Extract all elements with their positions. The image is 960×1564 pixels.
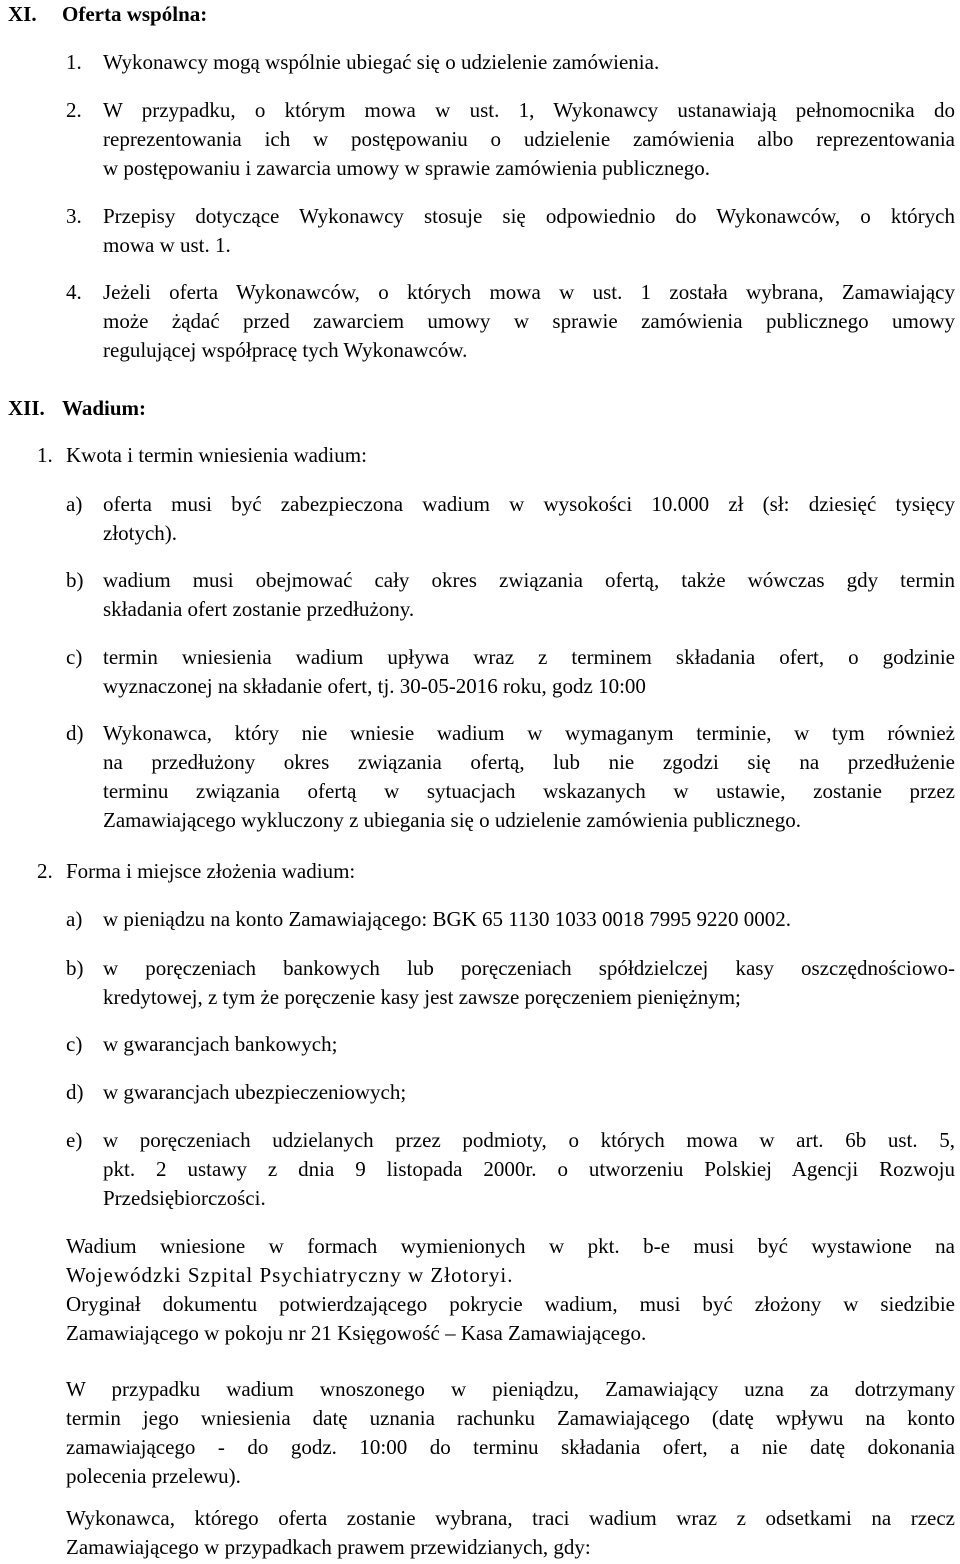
item-number: 4. <box>66 280 82 304</box>
item-letter: b) <box>66 956 84 980</box>
item-text-line: składania ofert zostanie przedłużony. <box>103 597 415 621</box>
item-text-line: Wykonawca, który nie wniesie wadium w wymaganym terminie, w tym również <box>103 721 955 745</box>
item-letter: a) <box>66 907 83 931</box>
item-text-line: w poręczeniach bankowych lub poręczeniach spółdzielczej kasy oszczędnościowo- <box>103 956 955 980</box>
item-text-line: w postępowaniu i zawarcia umowy w sprawie zamówienia publicznego. <box>103 156 711 180</box>
section-xi-title: Oferta wspólna: <box>62 2 208 26</box>
item-text-line: złotych). <box>103 521 178 545</box>
item-letter: c) <box>66 645 83 669</box>
subsection-heading: Forma i miejsce złożenia wadium: <box>66 859 356 883</box>
paragraph-line: Wykonawca, którego oferta zostanie wybrana, traci wadium wraz z odsetkami na rzecz <box>66 1506 955 1530</box>
subsection-number: 1. <box>37 443 53 467</box>
item-text-line: reprezentowania ich w postępowaniu o udzielenie zamówienia albo reprezentowania <box>103 127 955 151</box>
item-text-line: Wykonawcy mogą wspólnie ubiegać się o udzielenie zamówienia. <box>103 50 660 74</box>
item-text-line: W przypadku, o którym mowa w ust. 1, Wykonawcy ustanawiają pełnomocnika do <box>103 98 955 122</box>
subsection-number: 2. <box>37 859 53 883</box>
item-letter: b) <box>66 568 84 592</box>
item-number: 1. <box>66 50 82 74</box>
paragraph-line: polecenia przelewu). <box>66 1464 241 1488</box>
item-text-line: regulującej współpracę tych Wykonawców. <box>103 338 468 362</box>
item-text-line: wyznaczonej na składanie ofert, tj. 30-05-2016 roku, godz 10:00 <box>103 674 646 698</box>
paragraph-line: Wadium wniesione w formach wymienionych w pkt. b-e musi być wystawione na <box>66 1234 955 1258</box>
item-text-line: wadium musi obejmować cały okres związania ofertą, także wówczas gdy termin <box>103 568 955 592</box>
item-letter: d) <box>66 721 84 745</box>
paragraph-line: Zamawiającego w pokoju nr 21 Księgowość – Kasa Zamawiającego. <box>66 1321 647 1345</box>
item-text-line: pkt. 2 ustawy z dnia 9 listopada 2000r. o utworzeniu Polskiej Agencji Rozwoju <box>103 1157 955 1181</box>
item-text-line: Przepisy dotyczące Wykonawcy stosuje się odpowiednio do Wykonawców, o których <box>103 204 955 228</box>
item-text-line: w gwarancjach ubezpieczeniowych; <box>103 1080 407 1104</box>
item-text-line: oferta musi być zabezpieczona wadium w wysokości 10.000 zł (sł: dziesięć tysięcy <box>103 492 955 516</box>
item-number: 3. <box>66 204 82 228</box>
section-xii-numeral: XII. <box>8 396 45 420</box>
item-letter: a) <box>66 492 83 516</box>
item-number: 2. <box>66 98 82 122</box>
paragraph-line: Oryginał dokumentu potwierdzającego pokrycie wadium, musi być złożony w siedzibie <box>66 1292 955 1316</box>
item-text-line: mowa w ust. 1. <box>103 233 231 257</box>
paragraph-line: zamawiającego - do godz. 10:00 do terminu składania ofert, a nie datę dokonania <box>66 1435 955 1459</box>
item-letter: e) <box>66 1128 83 1152</box>
item-text-line: kredytowej, z tym że poręczenie kasy jest zawsze poręczeniem pieniężnym; <box>103 985 741 1009</box>
item-text-line: termin wniesienia wadium upływa wraz z terminem składania ofert, o godzinie <box>103 645 955 669</box>
item-text-line: Przedsiębiorczości. <box>103 1186 266 1210</box>
item-text-line: Zamawiającego wykluczony z ubiegania się o udzielenie zamówienia publicznego. <box>103 808 801 832</box>
subsection-heading: Kwota i termin wniesienia wadium: <box>66 443 367 467</box>
item-letter: c) <box>66 1032 83 1056</box>
item-letter: d) <box>66 1080 84 1104</box>
item-text-line: w pieniądzu na konto Zamawiającego: BGK 65 1130 1033 0018 7995 9220 0002. <box>103 907 792 931</box>
item-text-line: Jeżeli oferta Wykonawców, o których mowa w ust. 1 została wybrana, Zamawiający <box>103 280 955 304</box>
paragraph-line: W przypadku wadium wnoszonego w pieniądzu, Zamawiający uzna za dotrzymany <box>66 1377 955 1401</box>
item-text-line: może żądać przed zawarciem umowy w sprawie zamówienia publicznego umowy <box>103 309 955 333</box>
paragraph-line: Wojewódzki Szpital Psychiatryczny w Złotoryi. <box>66 1263 514 1287</box>
item-text-line: terminu związania ofertą w sytuacjach wskazanych w ustawie, zostanie przez <box>103 779 955 803</box>
paragraph-line: Zamawiającego w przypadkach prawem przewidzianych, gdy: <box>66 1535 591 1559</box>
section-xii-title: Wadium: <box>62 396 147 420</box>
item-text-line: w gwarancjach bankowych; <box>103 1032 338 1056</box>
paragraph-line: termin jego wniesienia datę uznania rachunku Zamawiającego (datę wpływu na konto <box>66 1406 955 1430</box>
item-text-line: na przedłużony okres związania ofertą, lub nie zgodzi się na przedłużenie <box>103 750 955 774</box>
item-text-line: w poręczeniach udzielanych przez podmioty, o których mowa w art. 6b ust. 5, <box>103 1128 955 1152</box>
section-xi-numeral: XI. <box>8 2 37 26</box>
